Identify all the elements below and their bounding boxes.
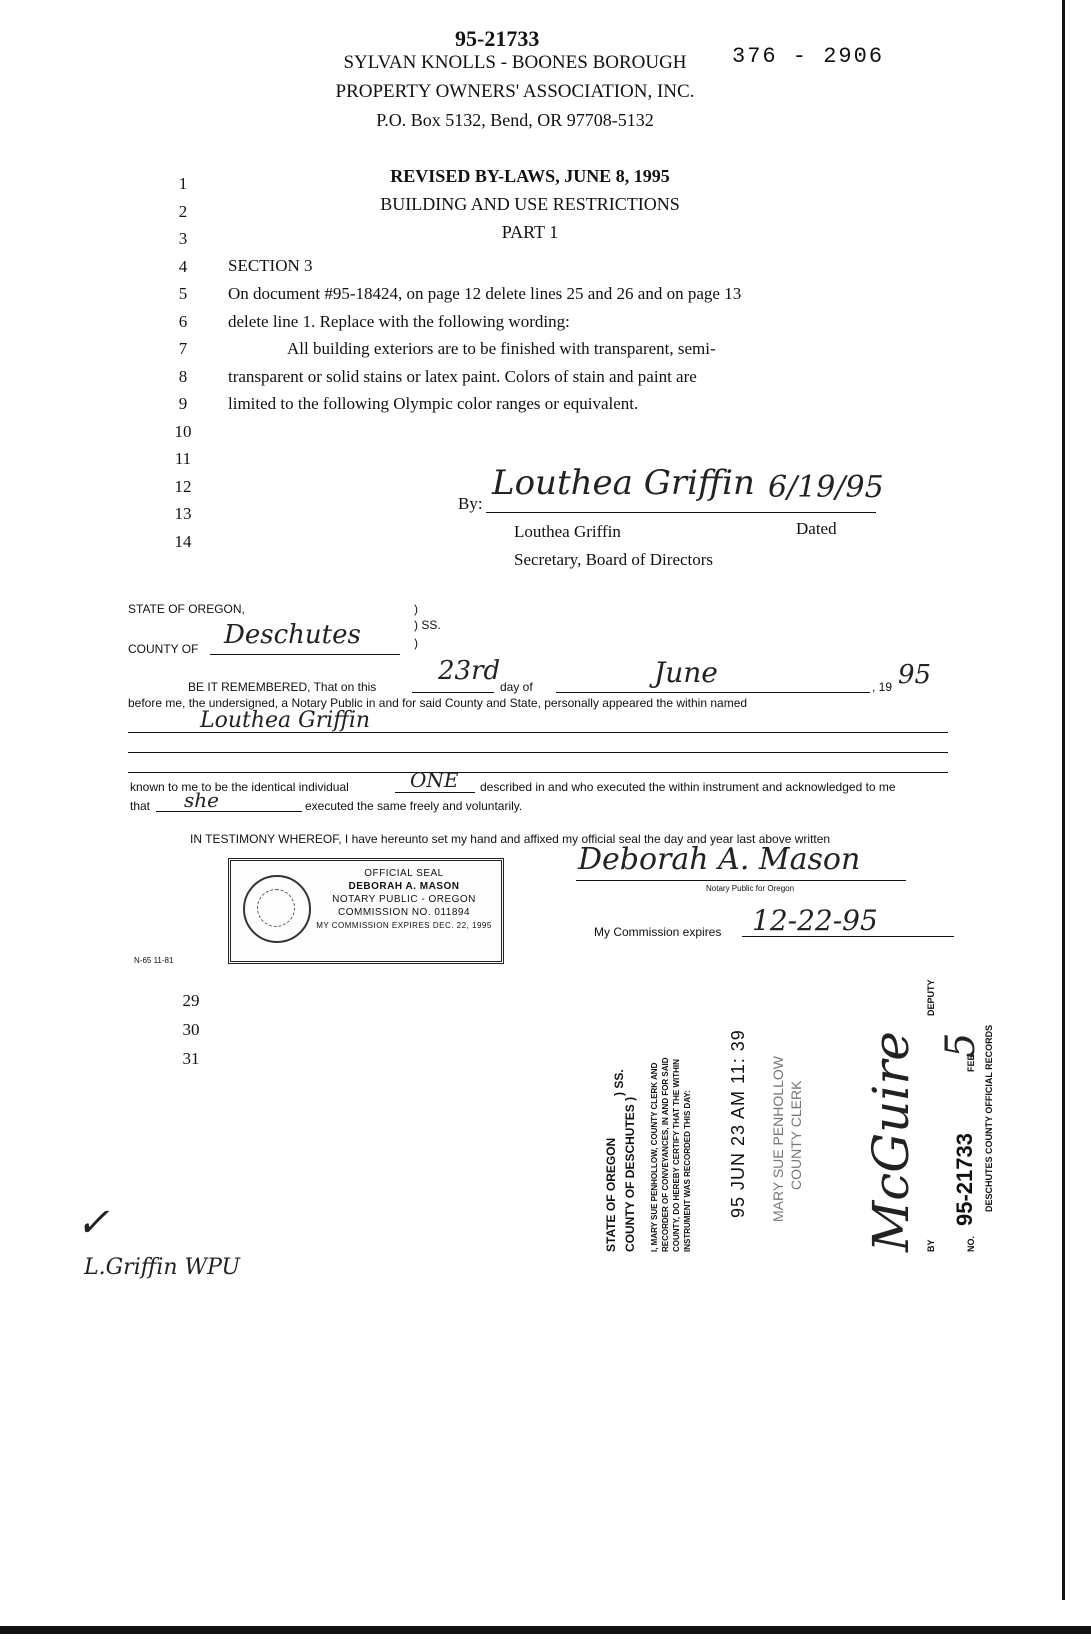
body-line-7: All building exteriors are to be finished with transparent, semi- [287, 339, 716, 358]
fee-value: 5 [938, 1032, 984, 1058]
deputy-signature: McGuire [862, 1031, 920, 1252]
line-number: 10 [174, 422, 192, 441]
clerk-name: MARY SUE PENHOLLOW [770, 1056, 786, 1222]
certify-line-1: I, MARY SUE PENHOLLOW, COUNTY CLERK AND [650, 1062, 659, 1252]
official-records-label: DESCHUTES COUNTY OFFICIAL RECORDS [984, 1024, 994, 1212]
body-line-9: limited to the following Olympic color ranges or equivalent. [228, 394, 639, 413]
seal-line-3: NOTARY PUBLIC - OREGON [332, 894, 476, 905]
recording-no-label: NO. [966, 1235, 976, 1252]
recording-state: STATE OF OREGON [604, 1137, 618, 1252]
that-label: that [130, 799, 151, 813]
recording-no-value: 95-21733 [952, 1133, 977, 1226]
line-number: 14 [174, 532, 192, 551]
appeared-line-2 [128, 752, 948, 753]
signature-date: 6/19/95 [768, 470, 884, 505]
testimony-text: IN TESTIMONY WHEREOF, I have hereunto set my hand and affixed my official seal the day and year last above written [190, 832, 831, 846]
document-number: 95-21733 [455, 26, 540, 51]
recording-by-label: BY [926, 1239, 936, 1252]
county-underline [210, 654, 400, 655]
seal-line-4: COMMISSION NO. 011894 [337, 907, 471, 918]
line-number: 4 [178, 257, 188, 276]
seal-line-1: OFFICIAL SEAL [364, 868, 444, 879]
recording-county: COUNTY OF DESCHUTES ) [623, 1096, 637, 1252]
clerk-title: COUNTY CLERK [788, 1080, 804, 1190]
known-to-me: known to me to be the identical individual [130, 780, 349, 794]
before-me-text: before me, the undersigned, a Notary Public in and for said County and State, personally appeared the within named [128, 696, 748, 710]
commission-value: 12-22-95 [752, 904, 878, 937]
section-heading: SECTION 3 [228, 256, 313, 275]
appeared-name: Louthea Griffin [200, 708, 371, 733]
org-name-line2: PROPERTY OWNERS' ASSOCIATION, INC. [335, 81, 695, 102]
seal-line-2: DEBORAH A. MASON [348, 881, 460, 892]
notary-county-label: COUNTY OF [128, 642, 199, 656]
notary-year: 95 [898, 660, 932, 690]
seal-line-5: MY COMMISSION EXPIRES DEC. 22, 1995 [316, 921, 492, 930]
notary-signature-line [576, 880, 906, 881]
line-number: 5 [178, 284, 188, 303]
notary-public-label: Notary Public for Oregon [706, 884, 795, 893]
state-seal-icon [243, 875, 311, 943]
month-underline [556, 692, 870, 693]
form-number: N-65 11-81 [134, 956, 174, 965]
notary-month: June [654, 656, 718, 689]
line-number: 6 [178, 312, 188, 331]
official-seal-stamp [228, 858, 504, 964]
that-underline [156, 811, 302, 812]
bylaws-part: PART 1 [501, 222, 559, 242]
certify-line-2: RECORDER OF CONVEYANCES, IN AND FOR SAID [661, 1057, 670, 1252]
line-number: 30 [182, 1020, 200, 1039]
individual-underline [395, 792, 475, 793]
line-number: 9 [178, 394, 188, 413]
line-number: 11 [174, 449, 192, 468]
line-number: 1 [178, 174, 188, 193]
line-number: 2 [178, 202, 188, 221]
phone-number: 376 - 2906 [732, 44, 885, 69]
org-address: P.O. Box 5132, Bend, OR 97708-5132 [376, 110, 654, 130]
by-label: By: [458, 494, 483, 513]
line-number: 13 [174, 504, 192, 523]
body-line-8: transparent or solid stains or latex paint. Colors of stain and paint are [228, 367, 697, 386]
commission-label: My Commission expires [594, 925, 722, 939]
individual-value: ONE [410, 768, 459, 792]
bracket-lower: ) [414, 636, 418, 650]
line-number: 7 [178, 339, 188, 358]
recording-stamp-date: 95 JUN 23 AM 11: 39 [728, 1029, 748, 1218]
dated-label: Dated [796, 519, 837, 538]
bylaws-title: REVISED BY-LAWS, JUNE 8, 1995 [390, 166, 670, 186]
signature-line [486, 512, 876, 513]
notary-day: 23rd [438, 656, 501, 686]
line-number: 3 [178, 229, 188, 248]
be-it-remembered: BE IT REMEMBERED, That on this [188, 680, 377, 694]
secretary-signature: Louthea Griffin [492, 463, 755, 503]
body-line-6: delete line 1. Replace with the following wording: [228, 312, 570, 331]
scan-edge-right [1062, 0, 1065, 1600]
certify-line-4: INSTRUMENT WAS RECORDED THIS DAY: [683, 1090, 692, 1252]
bracket-upper: ) [414, 602, 418, 616]
notary-ss: ) SS. [414, 618, 441, 632]
bylaws-subtitle: BUILDING AND USE RESTRICTIONS [380, 194, 680, 214]
deputy-label: DEPUTY [926, 979, 936, 1016]
described-text: described in and who executed the within instrument and acknowledged to me [480, 780, 896, 794]
signer-role: Secretary, Board of Directors [514, 550, 714, 569]
line-number: 12 [174, 477, 192, 496]
line-number: 31 [182, 1049, 200, 1068]
appeared-line-1 [128, 732, 948, 733]
commission-underline [742, 936, 954, 937]
executed-text: executed the same freely and voluntarily. [305, 799, 523, 813]
recording-ss: ) SS. [612, 1069, 626, 1096]
signer-name: Louthea Griffin [514, 522, 621, 541]
that-value: she [184, 788, 219, 812]
appeared-line-3 [128, 772, 948, 773]
notary-county-value: Deschutes [224, 620, 361, 650]
year-prefix: , 19 [872, 680, 893, 694]
handwritten-note: L.Griffin WPU [84, 1255, 241, 1280]
org-name-line1: SYLVAN KNOLLS - BOONES BOROUGH [343, 52, 687, 73]
day-of-label: day of [500, 680, 533, 694]
notary-state: STATE OF OREGON, [128, 602, 245, 616]
line-number: 29 [182, 991, 200, 1010]
scan-edge-bottom [0, 1626, 1091, 1634]
day-underline [412, 692, 494, 693]
body-line-5: On document #95-18424, on page 12 delete lines 25 and 26 and on page 13 [228, 284, 742, 303]
certify-line-3: COUNTY, DO HEREBY CERTIFY THAT THE WITHIN [672, 1059, 681, 1252]
notary-signature: Deborah A. Mason [578, 842, 861, 877]
fee-label: FEE [966, 1054, 976, 1072]
check-mark-icon: ✓ [76, 1200, 110, 1246]
line-number: 8 [178, 367, 188, 386]
